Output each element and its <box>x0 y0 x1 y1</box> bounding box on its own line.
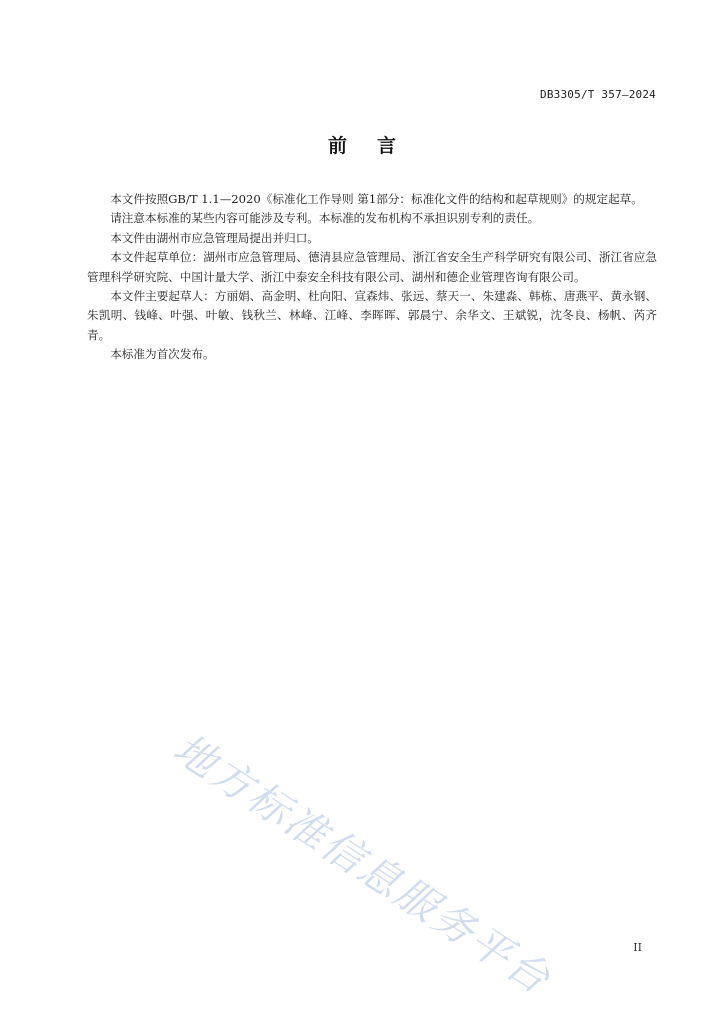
document-code: DB3305/T 357—2024 <box>540 88 656 101</box>
foreword-body <box>87 190 657 365</box>
page-title: 前言 <box>327 135 426 157</box>
paragraph-proposer: 本文件由湖州市应急管理局提出并归口。 <box>110 230 319 245</box>
watermark-text: 地方标准信息服务平台 <box>165 724 561 1005</box>
paragraph-drafting-units: 本文件起草单位：湖州市应急管理局、德清县应急管理局、浙江省安全生产科学研究有限公司、浙江省应急管理科学研究院、中国计量大学、浙江中泰安全科技有限公司、湖州和德企业管理咨询有限公司。 <box>87 250 657 284</box>
page-number: II <box>633 941 642 954</box>
paragraph-drafting-rules: 本文件按照GB/T 1.1—2020《标准化工作导则 第1部分：标准化文件的结构和起草规则》的规定起草。 <box>110 192 643 206</box>
paragraph-patent-notice: 请注意本标准的某些内容可能涉及专利。本标准的发布机构不承担识别专利的责任。 <box>110 211 540 226</box>
paragraph-first-release: 本标准为首次发布。 <box>110 347 215 362</box>
paragraph-drafters: 本文件主要起草人：方丽娟、高金明、杜向阳、宣森炜、张远、蔡天一、朱建淼、韩栋、唐燕平、黄永钢、朱凯明、钱峰、叶强、叶敏、钱秋兰、林峰、江峰、李晖晖、郭晨宁、余华文、王斌锐，沈冬良、杨帆、芮齐青。 <box>87 289 657 342</box>
